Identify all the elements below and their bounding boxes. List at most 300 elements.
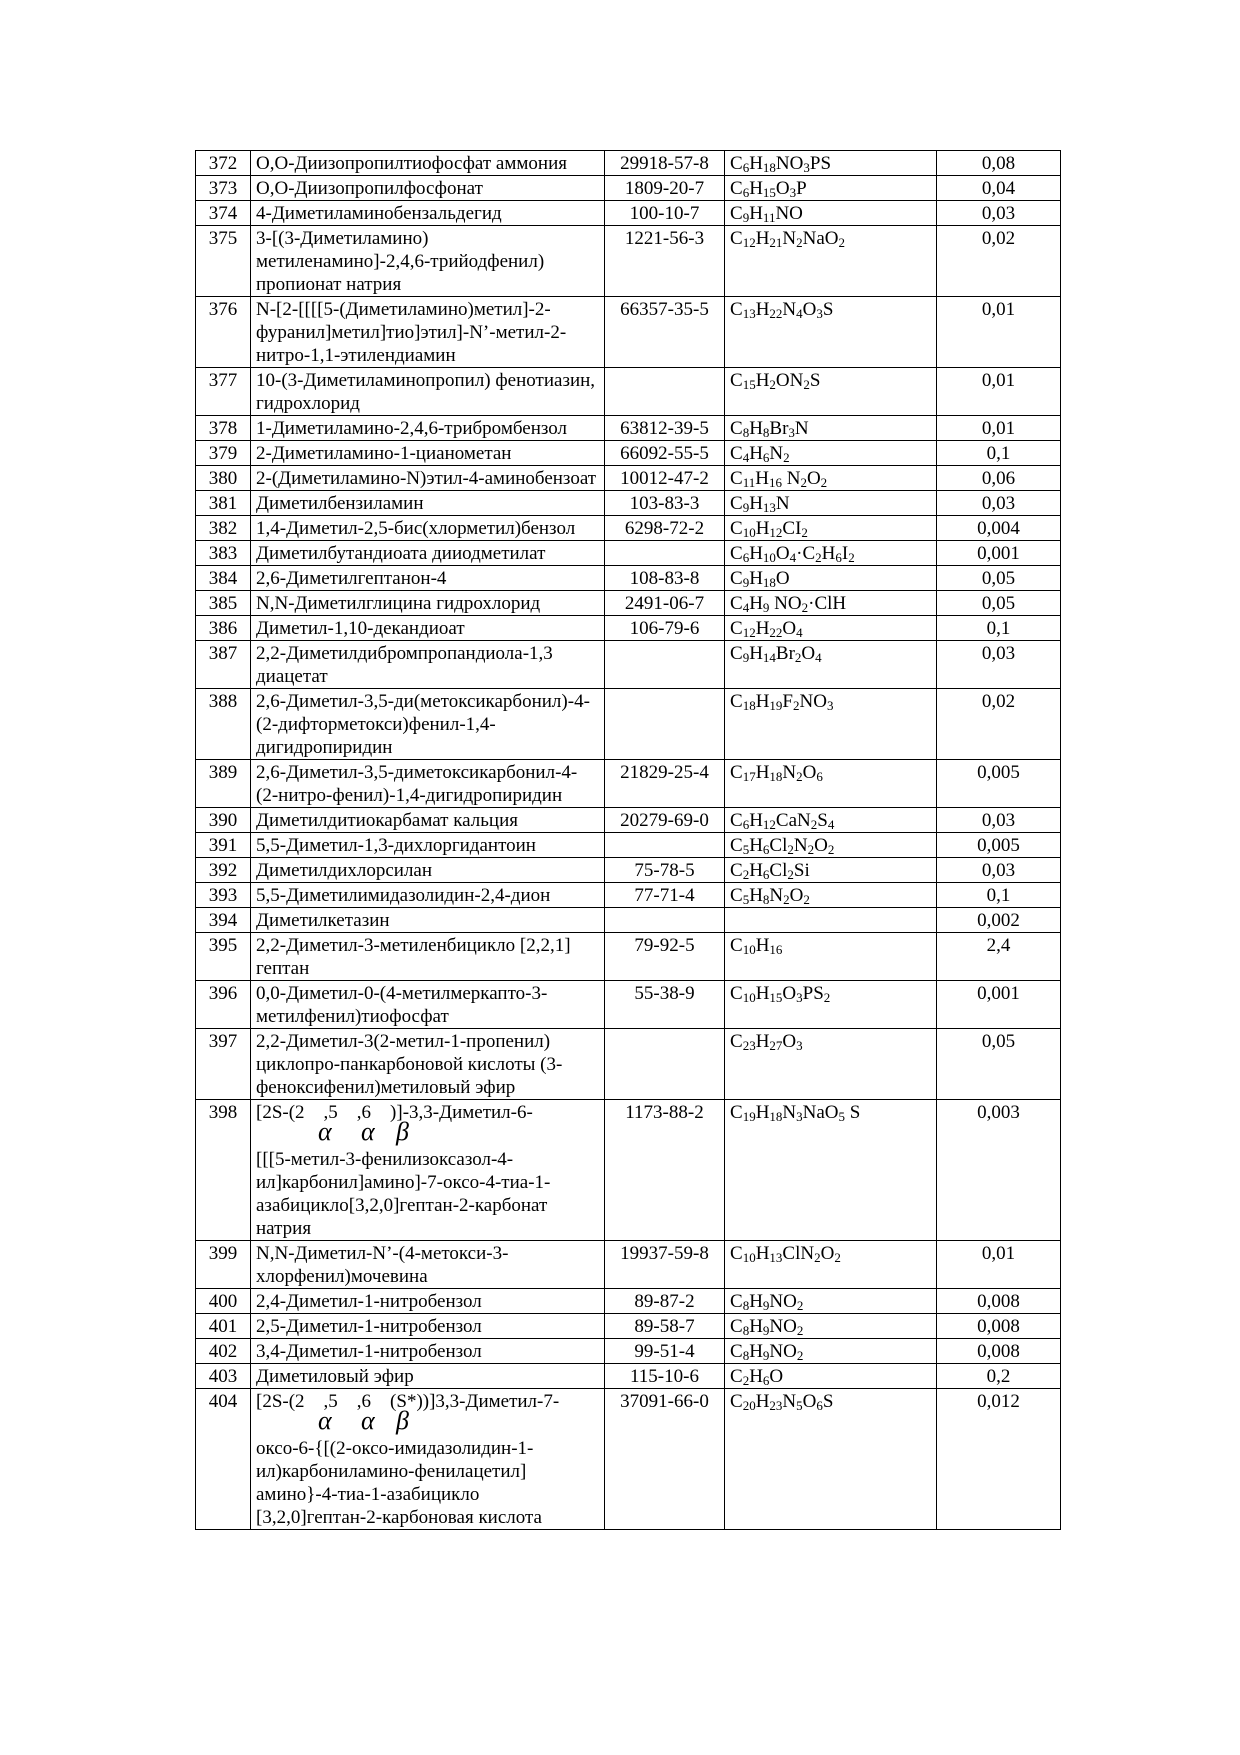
formula-subscript: 19 <box>742 1109 756 1124</box>
cas-number: 20279-69-0 <box>605 808 725 833</box>
table-row <box>196 883 1061 908</box>
formula-subscript: 18 <box>762 575 776 590</box>
molecular-formula <box>725 541 937 566</box>
cas-number <box>605 833 725 858</box>
formula-subscript: 2 <box>796 235 803 250</box>
formula-part: N <box>782 299 797 320</box>
cas-number: 108-83-8 <box>605 566 725 591</box>
cas-number: 106-79-6 <box>605 616 725 641</box>
formula-part: ClN <box>782 1243 815 1264</box>
formula-part: H <box>755 468 769 489</box>
molecular-formula <box>725 1241 937 1289</box>
formula-part: H <box>749 493 763 514</box>
formula-subscript: 22 <box>769 306 783 321</box>
formula-part: C <box>730 468 743 489</box>
row-number: 403 <box>196 1364 251 1389</box>
cas-number: 1809-20-7 <box>605 176 725 201</box>
formula-subscript: 2 <box>742 867 750 882</box>
cas-number: 63812-39-5 <box>605 416 725 441</box>
substance-name: 1,4-Диметил-2,5-бис(хлорметил)бензол <box>251 516 605 541</box>
cas-number: 99-51-4 <box>605 1339 725 1364</box>
formula-part: H <box>749 810 763 831</box>
formula-subscript: 2 <box>815 550 822 565</box>
formula-subscript: 6 <box>742 817 750 832</box>
formula-part: H <box>755 1243 770 1264</box>
formula-part: O <box>802 762 817 783</box>
cas-number <box>605 368 725 416</box>
formula-subscript: 17 <box>742 769 756 784</box>
formula-part: C <box>730 493 743 514</box>
limit-value: 0,012 <box>937 1389 1061 1530</box>
row-number: 378 <box>196 416 251 441</box>
formula-part: H <box>749 178 763 199</box>
molecular-formula <box>725 566 937 591</box>
limit-value: 0,05 <box>937 566 1061 591</box>
formula-part: H <box>755 370 770 391</box>
formula-part: N <box>793 835 808 856</box>
formula-subscript: 12 <box>742 235 756 250</box>
formula-part: C <box>730 1243 743 1264</box>
stereo-descriptors <box>256 1406 599 1437</box>
formula-part: C <box>730 178 743 199</box>
substance-name: Диметил-1,10-декандиоат <box>251 616 605 641</box>
formula-part: H <box>749 1291 763 1312</box>
formula-part: H <box>755 299 770 320</box>
formula-subscript: 9 <box>762 1348 770 1363</box>
row-number: 391 <box>196 833 251 858</box>
formula-subscript: 13 <box>769 1250 783 1265</box>
molecular-formula <box>725 201 937 226</box>
formula-part: H <box>755 1031 770 1052</box>
molecular-formula <box>725 858 937 883</box>
table-row <box>196 1389 1061 1530</box>
cas-number: 2491-06-7 <box>605 591 725 616</box>
cas-number: 100-10-7 <box>605 201 725 226</box>
substance-name: 10-(3-Диметиламинопропил) фенотиазин, гидрохлорид <box>251 368 605 416</box>
formula-part: H <box>749 860 763 881</box>
limit-value: 0,05 <box>937 591 1061 616</box>
formula-subscript: 22 <box>769 625 783 640</box>
formula-subscript: 5 <box>796 1398 803 1413</box>
table-row <box>196 201 1061 226</box>
formula-part: PS <box>802 983 824 1004</box>
substance-name: 0,0-Диметил-0-(4-метилмеркапто-3-метилфенил)тиофосфат <box>251 981 605 1029</box>
limit-value: 0,01 <box>937 416 1061 441</box>
table-row <box>196 441 1061 466</box>
formula-part: H <box>755 983 770 1004</box>
molecular-formula <box>725 1364 937 1389</box>
formula-part: O <box>769 1366 784 1387</box>
formula-part: PS <box>809 153 832 174</box>
table-row <box>196 1314 1061 1339</box>
cas-number <box>605 908 725 933</box>
formula-subscript: 6 <box>762 1373 770 1388</box>
substance-name-rest: [[[5-метил-3-фенилизоксазол-4-ил]карбонил]амино]-7-оксо-4-тиа-1-азабицикло[3,2,0]гептан-2-карбонат натрия <box>256 1149 551 1239</box>
row-number: 377 <box>196 368 251 416</box>
formula-subscript: 6 <box>762 867 770 882</box>
substance-name <box>251 1100 605 1241</box>
substance-name: 2,6-Диметилгептанон-4 <box>251 566 605 591</box>
formula-part: C <box>730 418 743 439</box>
table-row <box>196 566 1061 591</box>
substance-name: 2,5-Диметил-1-нитробензол <box>251 1314 605 1339</box>
formula-part: NO <box>769 1341 797 1362</box>
formula-part: N <box>782 228 797 249</box>
formula-part: NO <box>799 691 827 712</box>
formula-part: H <box>749 1341 763 1362</box>
limit-value: 0,03 <box>937 201 1061 226</box>
limit-value: 0,03 <box>937 858 1061 883</box>
molecular-formula <box>725 1289 937 1314</box>
formula-part: C <box>730 691 743 712</box>
molecular-formula <box>725 441 937 466</box>
row-number: 380 <box>196 466 251 491</box>
table-row <box>196 760 1061 808</box>
formula-subscript: 16 <box>768 475 782 490</box>
formula-part: C <box>730 370 743 391</box>
formula-subscript: 6 <box>742 160 750 175</box>
formula-subscript: 15 <box>769 990 783 1005</box>
substance-name: 2,6-Диметил-3,5-ди(метоксикарбонил)-4-(2-дифторметокси)фенил-1,4-дигидропиридин <box>251 689 605 760</box>
greek-letter: α <box>318 1406 332 1435</box>
formula-part: C <box>730 518 743 539</box>
molecular-formula <box>725 368 937 416</box>
substance-name: N,N-Диметил-N’-(4-метокси-3-хлорфенил)мочевина <box>251 1241 605 1289</box>
formula-subscript: 9 <box>762 1323 770 1338</box>
formula-subscript: 10 <box>742 990 756 1005</box>
formula-subscript: 2 <box>814 1250 821 1265</box>
formula-subscript: 6 <box>762 450 770 465</box>
formula-part: NO <box>775 203 803 224</box>
formula-subscript: 15 <box>742 377 756 392</box>
formula-part: CaN <box>775 810 811 831</box>
limit-value: 0,005 <box>937 760 1061 808</box>
limit-value: 0,06 <box>937 466 1061 491</box>
formula-subscript: 4 <box>827 817 835 832</box>
limit-value: 0,01 <box>937 368 1061 416</box>
limit-value: 0,008 <box>937 1289 1061 1314</box>
table-row <box>196 416 1061 441</box>
formula-part: C <box>730 1316 743 1337</box>
cas-number: 77-71-4 <box>605 883 725 908</box>
formula-part: CI <box>782 518 802 539</box>
row-number: 400 <box>196 1289 251 1314</box>
substance-name: Диметилбензиламин <box>251 491 605 516</box>
substance-name: N-[2-[[[[5-(Диметиламино)метил]-2-фуранил]метил]тио]этил]-N’-метил-2-нитро-1,1-этилендиамин <box>251 297 605 368</box>
formula-part: C <box>730 543 743 564</box>
table-row <box>196 176 1061 201</box>
formula-subscript: 20 <box>742 1398 756 1413</box>
cas-number: 66357-35-5 <box>605 297 725 368</box>
molecular-formula <box>725 641 937 689</box>
substance-name: 2-Диметиламино-1-цианометан <box>251 441 605 466</box>
formula-part: C <box>730 618 743 639</box>
table-row <box>196 641 1061 689</box>
row-number: 394 <box>196 908 251 933</box>
formula-part: N <box>782 762 797 783</box>
formula-part: N <box>769 443 784 464</box>
table-row <box>196 833 1061 858</box>
formula-part: F <box>782 691 793 712</box>
formula-subscript: 16 <box>769 942 783 957</box>
formula-part: H <box>749 885 763 906</box>
formula-part: C <box>730 860 743 881</box>
formula-subscript: 3 <box>816 306 823 321</box>
formula-subscript: 13 <box>742 306 756 321</box>
formula-subscript: 6 <box>816 769 823 784</box>
formula-subscript: 2 <box>827 842 835 857</box>
formula-subscript: 3 <box>826 698 834 713</box>
formula-part: N <box>782 1102 797 1123</box>
formula-part: C <box>730 1102 743 1123</box>
formula-part: S <box>845 1102 861 1123</box>
limit-value: 0,1 <box>937 883 1061 908</box>
formula-part: C <box>730 228 743 249</box>
formula-part: Cl <box>769 835 788 856</box>
formula-subscript: 2 <box>803 892 810 907</box>
formula-part: O <box>782 1031 797 1052</box>
formula-subscript: 6 <box>742 185 750 200</box>
formula-part: O <box>806 468 821 489</box>
molecular-formula <box>725 297 937 368</box>
molecular-formula <box>725 908 937 933</box>
molecular-formula <box>725 176 937 201</box>
formula-subscript: 9 <box>762 1298 770 1313</box>
substance-name: 2,2-Диметил-3-метиленбицикло [2,2,1] гептан <box>251 933 605 981</box>
cas-number: 1221-56-3 <box>605 226 725 297</box>
formula-part: C <box>730 983 743 1004</box>
formula-subscript: 11 <box>762 210 776 225</box>
formula-part: C <box>730 643 743 664</box>
formula-subscript: 15 <box>762 185 776 200</box>
limit-value: 0,04 <box>937 176 1061 201</box>
formula-subscript: 12 <box>762 817 776 832</box>
formula-part: ·C <box>796 543 816 564</box>
molecular-formula <box>725 808 937 833</box>
limit-value: 0,01 <box>937 297 1061 368</box>
molecular-formula <box>725 1029 937 1100</box>
formula-subscript: 9 <box>742 500 750 515</box>
formula-part: C <box>730 1366 743 1387</box>
formula-subscript: 3 <box>788 425 795 440</box>
limit-value: 0,1 <box>937 616 1061 641</box>
formula-part: C <box>730 203 743 224</box>
formula-part: H <box>749 568 763 589</box>
substance-name: 2,6-Диметил-3,5-диметоксикарбонил-4-(2-нитро-фенил)-1,4-дигидропиридин <box>251 760 605 808</box>
formula-subscript: 10 <box>742 942 756 957</box>
formula-subscript: 2 <box>801 525 808 540</box>
row-number: 398 <box>196 1100 251 1241</box>
formula-subscript: 2 <box>796 769 803 784</box>
formula-subscript: 2 <box>787 867 794 882</box>
formula-part: H <box>749 1316 763 1337</box>
cas-number <box>605 689 725 760</box>
formula-subscript: 5 <box>838 1109 846 1124</box>
formula-subscript: 2 <box>848 550 855 565</box>
formula-part: Cl <box>769 860 788 881</box>
limit-value: 0,05 <box>937 1029 1061 1100</box>
formula-part: H <box>755 518 770 539</box>
substance-name-rest: оксо-6-{[(2-оксо-имидазолидин-1-ил)карбониламино-фенилацетил] амино}-4-тиа-1-азабицикло [3,2,0]гептан-2-карбоновая кислота <box>256 1438 542 1528</box>
table-row <box>196 516 1061 541</box>
substance-name: N,N-Диметилглицина гидрохлорид <box>251 591 605 616</box>
row-number: 375 <box>196 226 251 297</box>
formula-subscript: 10 <box>742 1250 756 1265</box>
formula-part: H <box>749 153 763 174</box>
limit-value: 0,004 <box>937 516 1061 541</box>
molecular-formula <box>725 491 937 516</box>
limit-value: 0,001 <box>937 981 1061 1029</box>
formula-subscript: 3 <box>803 160 810 175</box>
formula-part: P <box>796 178 807 199</box>
formula-subscript: 13 <box>762 500 776 515</box>
molecular-formula <box>725 416 937 441</box>
formula-part: H <box>749 1366 763 1387</box>
molecular-formula <box>725 883 937 908</box>
row-number: 387 <box>196 641 251 689</box>
formula-part: O <box>775 568 790 589</box>
formula-part: C <box>730 299 743 320</box>
table-row <box>196 226 1061 297</box>
limit-value: 0,005 <box>937 833 1061 858</box>
formula-part: H <box>749 418 763 439</box>
formula-subscript: 18 <box>769 769 783 784</box>
substance-name: Диметиловый эфир <box>251 1364 605 1389</box>
cas-number: 37091-66-0 <box>605 1389 725 1530</box>
formula-part: C <box>730 1291 743 1312</box>
formula-subscript: 3 <box>789 185 797 200</box>
row-number: 395 <box>196 933 251 981</box>
formula-subscript: 11 <box>742 475 756 490</box>
molecular-formula <box>725 516 937 541</box>
formula-part: N <box>775 493 790 514</box>
formula-part: C <box>730 1031 743 1052</box>
formula-part: O <box>820 1243 835 1264</box>
greek-letter: α <box>361 1406 375 1435</box>
substance-name: 5,5-Диметил-1,3-дихлоргидантоин <box>251 833 605 858</box>
molecular-formula <box>725 1314 937 1339</box>
row-number: 374 <box>196 201 251 226</box>
formula-subscript: 2 <box>810 817 818 832</box>
formula-subscript: 4 <box>742 600 750 615</box>
cas-number: 89-58-7 <box>605 1314 725 1339</box>
formula-subscript: 2 <box>796 1348 804 1363</box>
formula-subscript: 6 <box>762 842 770 857</box>
molecular-formula <box>725 226 937 297</box>
row-number: 388 <box>196 689 251 760</box>
row-number: 390 <box>196 808 251 833</box>
molecular-formula <box>725 833 937 858</box>
formula-subscript: 2 <box>793 698 800 713</box>
table-row <box>196 151 1061 176</box>
formula-part: H <box>749 643 763 664</box>
formula-part: N <box>769 885 784 906</box>
molecular-formula <box>725 1389 937 1530</box>
stereo-descriptors <box>256 1117 599 1148</box>
substance-name: 4-Диметиламинобензальдегид <box>251 201 605 226</box>
formula-subscript: 2 <box>807 842 815 857</box>
molecular-formula <box>725 591 937 616</box>
molecular-formula <box>725 760 937 808</box>
substance-name: О,О-Диизопропилтиофосфат аммония <box>251 151 605 176</box>
cas-number: 21829-25-4 <box>605 760 725 808</box>
formula-part: H <box>755 1391 770 1412</box>
limit-value: 0,008 <box>937 1339 1061 1364</box>
formula-subscript: 5 <box>742 892 750 907</box>
formula-part: NaO <box>802 228 839 249</box>
formula-subscript: 23 <box>742 1038 756 1053</box>
table-row <box>196 1364 1061 1389</box>
cas-number: 6298-72-2 <box>605 516 725 541</box>
formula-subscript: 18 <box>769 1109 783 1124</box>
substance-name: 2,2-Диметилдибромпропандиола-1,3 диацетат <box>251 641 605 689</box>
substance-name: 1-Диметиламино-2,4,6-трибромбензол <box>251 416 605 441</box>
row-number: 381 <box>196 491 251 516</box>
substance-name: 3,4-Диметил-1-нитробензол <box>251 1339 605 1364</box>
formula-subscript: 5 <box>742 842 750 857</box>
substance-name-line1: [2S-(2 ,5 ,6 )]-3,3-Диметил-6- <box>256 1102 533 1123</box>
cas-number: 115-10-6 <box>605 1364 725 1389</box>
row-number: 393 <box>196 883 251 908</box>
limit-value: 0,03 <box>937 641 1061 689</box>
limit-value: 0,03 <box>937 491 1061 516</box>
molecular-formula <box>725 1339 937 1364</box>
substance-name: Диметилдихлорсилан <box>251 858 605 883</box>
formula-subscript: 2 <box>769 377 776 392</box>
formula-subscript: 2 <box>823 990 831 1005</box>
row-number: 392 <box>196 858 251 883</box>
table-row <box>196 491 1061 516</box>
substance-name: Диметилкетазин <box>251 908 605 933</box>
limit-value: 0,02 <box>937 689 1061 760</box>
table-row <box>196 541 1061 566</box>
formula-subscript: 8 <box>762 892 770 907</box>
formula-part: H <box>749 203 763 224</box>
row-number: 402 <box>196 1339 251 1364</box>
formula-part: C <box>730 762 743 783</box>
substance-name: 2-(Диметиламино-N)этил-4-аминобензоат <box>251 466 605 491</box>
formula-part: H <box>755 762 770 783</box>
table-row <box>196 591 1061 616</box>
formula-subscript: 6 <box>835 550 842 565</box>
table-row <box>196 1289 1061 1314</box>
formula-subscript: 8 <box>742 1298 750 1313</box>
formula-subscript: 2 <box>783 450 790 465</box>
cas-number: 29918-57-8 <box>605 151 725 176</box>
formula-subscript: 19 <box>769 698 783 713</box>
formula-part: NO <box>769 1316 797 1337</box>
formula-part: O <box>775 178 790 199</box>
formula-subscript: 2 <box>742 1373 750 1388</box>
formula-subscript: 12 <box>742 625 756 640</box>
formula-part: O <box>801 643 816 664</box>
formula-subscript: 2 <box>787 842 794 857</box>
formula-subscript: 2 <box>803 377 810 392</box>
row-number: 379 <box>196 441 251 466</box>
row-number: 385 <box>196 591 251 616</box>
cas-number: 103-83-3 <box>605 491 725 516</box>
table-row <box>196 981 1061 1029</box>
limit-value: 0,01 <box>937 1241 1061 1289</box>
formula-part: N <box>781 468 801 489</box>
formula-subscript: 18 <box>742 698 756 713</box>
cas-number: 19937-59-8 <box>605 1241 725 1289</box>
molecular-formula <box>725 616 937 641</box>
formula-part: C <box>730 443 743 464</box>
formula-part: H <box>755 1102 770 1123</box>
substance-name: 3-[(3-Диметиламино) метиленамино]-2,4,6-трийодфенил) пропионат натрия <box>251 226 605 297</box>
molecular-formula <box>725 933 937 981</box>
